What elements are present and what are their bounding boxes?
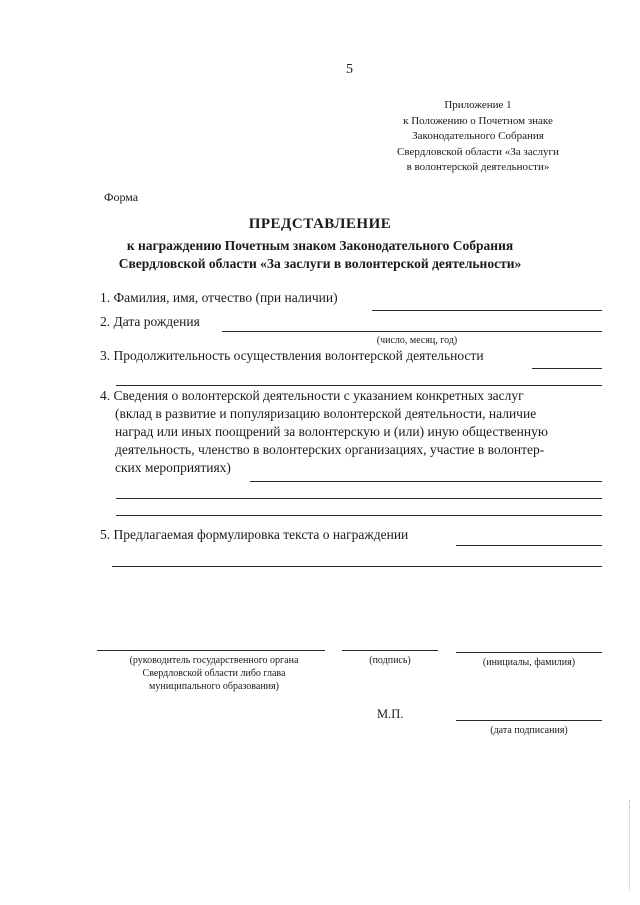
subtitle-line-2: Свердловской области «За заслуги в волонтерской деятельности» bbox=[118, 256, 522, 271]
date-line[interactable] bbox=[456, 720, 602, 721]
field-1-input-line[interactable] bbox=[372, 310, 602, 311]
field-2-input-line[interactable] bbox=[222, 331, 602, 332]
appendix-line: Свердловской области «За заслуги bbox=[397, 145, 559, 158]
scan-artifact bbox=[629, 800, 632, 890]
field-3-input-line-2[interactable] bbox=[116, 385, 602, 386]
field-2-hint: (число, месяц, год) bbox=[376, 335, 458, 346]
initials-line[interactable] bbox=[456, 652, 602, 653]
appendix-line: к Положению о Почетном знаке bbox=[403, 114, 553, 127]
page-number: 5 bbox=[346, 62, 353, 77]
head-signature-line[interactable] bbox=[97, 650, 325, 651]
stamp-label: М.П. bbox=[377, 707, 404, 721]
field-3-input-line[interactable] bbox=[532, 368, 602, 369]
head-caption-line: муниципального образования) bbox=[149, 681, 279, 692]
field-4-label-line: ских мероприятиях) bbox=[115, 460, 231, 475]
field-4-label-line: (вклад в развитие и популяризацию волонтерской деятельности, наличие bbox=[115, 406, 537, 421]
appendix-line: Приложение 1 bbox=[444, 99, 512, 111]
signature-caption: (подпись) bbox=[369, 655, 411, 666]
signature-line[interactable] bbox=[342, 650, 438, 651]
initials-caption: (инициалы, фамилия) bbox=[482, 657, 576, 668]
appendix-block bbox=[378, 98, 578, 176]
head-caption-line: Свердловской области либо глава bbox=[142, 668, 286, 679]
field-5-input-line[interactable] bbox=[456, 545, 602, 546]
field-3-label: 3. Продолжительность осуществления волонтерской деятельности bbox=[100, 348, 484, 363]
field-5-input-line-2[interactable] bbox=[112, 566, 602, 567]
field-4-input-line[interactable] bbox=[250, 481, 602, 482]
form-label: Форма bbox=[104, 190, 139, 204]
field-4-label-line: 4. Сведения о волонтерской деятельности с указанием конкретных заслуг bbox=[100, 388, 524, 403]
document-title: ПРЕДСТАВЛЕНИЕ bbox=[248, 216, 392, 232]
field-1-label: 1. Фамилия, имя, отчество (при наличии) bbox=[100, 290, 338, 305]
head-caption bbox=[103, 654, 325, 693]
field-4-input-line-3[interactable] bbox=[116, 515, 602, 516]
field-4-label-line: деятельность, членство в волонтерских организациях, участие в волонтер- bbox=[115, 442, 545, 457]
date-caption: (дата подписания) bbox=[490, 725, 568, 736]
field-2-label: 2. Дата рождения bbox=[100, 314, 200, 329]
field-5-label: 5. Предлагаемая формулировка текста о награждении bbox=[100, 527, 409, 542]
appendix-line: Законодательного Собрания bbox=[412, 130, 544, 142]
head-caption-line: (руководитель государственного органа bbox=[129, 655, 299, 666]
appendix-line: в волонтерской деятельности» bbox=[406, 161, 550, 173]
subtitle-line-1: к награждению Почетным знаком Законодательного Собрания bbox=[126, 238, 514, 253]
field-4-label-line: наград или иных поощрений за волонтерскую и (или) иную общественную bbox=[115, 424, 548, 439]
field-4-input-line-2[interactable] bbox=[116, 498, 602, 499]
